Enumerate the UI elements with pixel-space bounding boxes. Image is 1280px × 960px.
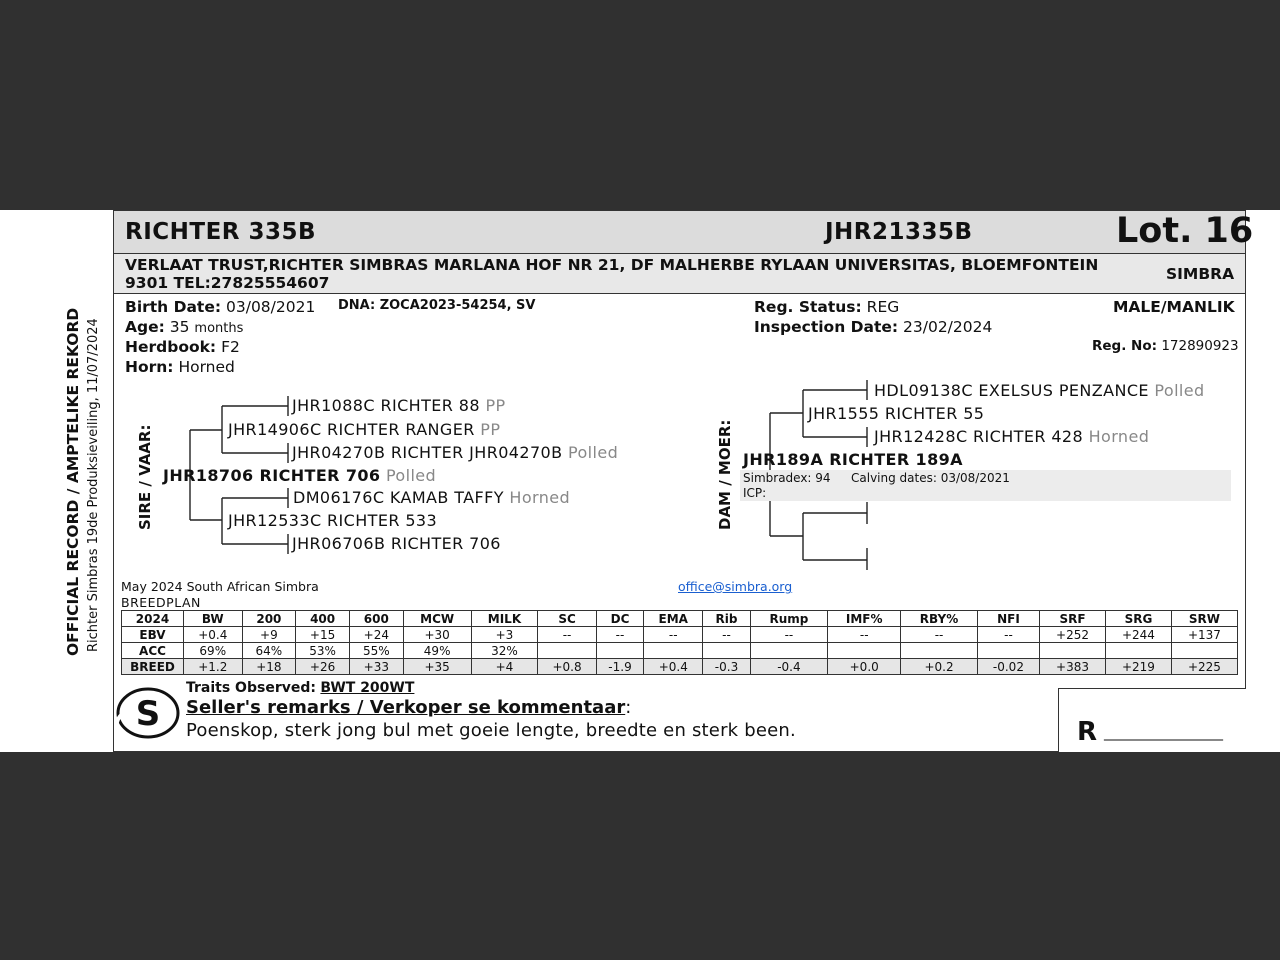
dna-info: DNA: ZOCA2023-54254, SV [338,298,536,313]
logo-letter: S [135,694,161,734]
table-cell: +24 [349,627,403,643]
herdbook: Herdbook: F2 [125,338,240,356]
table-cell: RBY% [901,611,978,627]
dam-name: JHR189A RICHTER 189A [743,450,963,469]
table-cell: MILK [471,611,538,627]
simbra-logo-icon [112,686,182,742]
table-cell: +244 [1106,627,1172,643]
table-cell: Rump [750,611,827,627]
table-cell: -- [596,627,643,643]
table-cell [828,643,901,659]
breed-name: SIMBRA [1166,265,1235,283]
dam-label: DAM / MOER: [716,419,734,530]
inspection-date: Inspection Date: 23/02/2024 [754,318,993,336]
table-cell: 55% [349,643,403,659]
ebv-table [121,610,1238,675]
dam-sire: JHR1555 RICHTER 55 [808,404,985,423]
email-link[interactable]: office@simbra.org [678,579,793,594]
table-cell: -- [828,627,901,643]
table-cell: -- [750,627,827,643]
table-cell [596,643,643,659]
table-cell: -0.02 [977,659,1039,675]
table-cell: 49% [403,643,471,659]
reg-status: Reg. Status: REG [754,298,900,316]
sire-dam: JHR12533C RICHTER 533 [228,511,438,530]
table-cell: +33 [349,659,403,675]
table-cell: +35 [403,659,471,675]
table-row-acc [122,643,1238,659]
table-cell: +30 [403,627,471,643]
table-cell: -0.3 [703,659,750,675]
dam-sire-sire: HDL09138C EXELSUS PENZANCE Polled [874,381,1205,400]
owner-line-2: 9301 TEL:27825554607 [125,274,330,292]
row-label: ACC [122,643,184,659]
table-cell: SRG [1106,611,1172,627]
dam-sire-dam: JHR12428C RICHTER 428 Horned [874,427,1150,446]
table-cell: DC [596,611,643,627]
table-cell: +137 [1171,627,1237,643]
table-cell: 64% [242,643,296,659]
table-cell [703,643,750,659]
sex: MALE/MANLIK [1113,298,1235,316]
table-cell [1171,643,1237,659]
table-cell: +3 [471,627,538,643]
animal-name: RICHTER 335B [125,219,317,245]
sire-dam-dam: JHR06706B RICHTER 706 [292,534,501,553]
table-cell: 69% [184,643,243,659]
table-cell: 600 [349,611,403,627]
table-cell: +4 [471,659,538,675]
table-cell: +0.4 [644,659,703,675]
remarks-heading: Seller's remarks / Verkoper se kommentaar: [186,697,632,718]
horn: Horn: Horned [125,358,235,376]
table-cell: -- [977,627,1039,643]
table-cell: +0.8 [538,659,597,675]
sire-sire-dam: JHR04270B RICHTER JHR04270B Polled [292,443,619,462]
calving-dates: Calving dates: 03/08/2021 [851,471,1010,485]
sire-dam-sire: DM06176C KAMAB TAFFY Horned [293,488,571,507]
table-cell: +15 [296,627,350,643]
sire-name: JHR18706 RICHTER 706 Polled [163,466,437,485]
table-cell [538,643,597,659]
table-cell: 200 [242,611,296,627]
price-letter: R [1077,717,1098,747]
lot-sheet [0,210,1280,752]
lot-number: Lot. 16 [1116,211,1254,251]
table-row-ebv [122,627,1238,643]
birth-date: Birth Date: 03/08/2021 [125,298,316,316]
row-label: 2024 [122,611,184,627]
table-cell [1106,643,1172,659]
table-header-row [122,611,1238,627]
table-cell: 32% [471,643,538,659]
row-label: EBV [122,627,184,643]
age: Age: 35 months [125,318,244,336]
reg-no: Reg. No: 172890923 [1092,338,1239,354]
table-cell: Rib [703,611,750,627]
breedplan-line-2: BREEDPLAN [121,595,201,610]
sire-sire: JHR14906C RICHTER RANGER PP [228,420,501,439]
table-cell: +1.2 [184,659,243,675]
icp: ICP: [743,486,767,500]
table-cell: 53% [296,643,350,659]
table-cell: -- [538,627,597,643]
table-cell: -1.9 [596,659,643,675]
table-cell [644,643,703,659]
traits-observed: Traits Observed: BWT 200WT [186,680,415,696]
breedplan-line-1: May 2024 South African Simbra [121,579,319,594]
table-cell: +9 [242,627,296,643]
table-cell: BW [184,611,243,627]
table-cell: +0.2 [901,659,978,675]
table-cell [750,643,827,659]
table-cell: +0.4 [184,627,243,643]
table-cell: +225 [1171,659,1237,675]
table-cell: IMF% [828,611,901,627]
table-cell: -- [703,627,750,643]
table-cell [1040,643,1106,659]
animal-id: JHR21335B [825,219,973,245]
sire-label: SIRE / VAAR: [136,424,154,530]
price-box[interactable] [1058,688,1246,752]
table-cell: -- [644,627,703,643]
row-label: BREED [122,659,184,675]
remarks-text: Poenskop, sterk jong bul met goeie lengte, breedte en sterk been. [186,720,796,741]
dam-info-box [740,470,1231,501]
table-row-breed [122,659,1238,675]
table-cell: +18 [242,659,296,675]
table-cell: -- [901,627,978,643]
table-cell: 400 [296,611,350,627]
table-cell: SC [538,611,597,627]
table-cell: -0.4 [750,659,827,675]
table-cell: +252 [1040,627,1106,643]
price-line: _________________ [1104,725,1223,741]
table-cell: +26 [296,659,350,675]
table-cell: EMA [644,611,703,627]
table-cell: NFI [977,611,1039,627]
table-cell: +219 [1106,659,1172,675]
sire-sire-sire: JHR1088C RICHTER 88 PP [292,396,506,415]
table-cell [977,643,1039,659]
table-cell: SRF [1040,611,1106,627]
owner-line-1: VERLAAT TRUST,RICHTER SIMBRAS MARLANA HOF NR 21, DF MALHERBE RYLAAN UNIVERSITAS, BLOEMFONTEIN [125,256,1099,274]
official-record-label: OFFICIAL RECORD / AMPTELIKE REKORD [64,307,82,656]
simbradex: Simbradex: 94 [743,471,831,485]
sale-info-label: Richter Simbras 19de Produksieveiling, 11/07/2024 [86,318,101,652]
table-cell: MCW [403,611,471,627]
table-cell: +383 [1040,659,1106,675]
table-cell [901,643,978,659]
table-cell: +0.0 [828,659,901,675]
table-cell: SRW [1171,611,1237,627]
